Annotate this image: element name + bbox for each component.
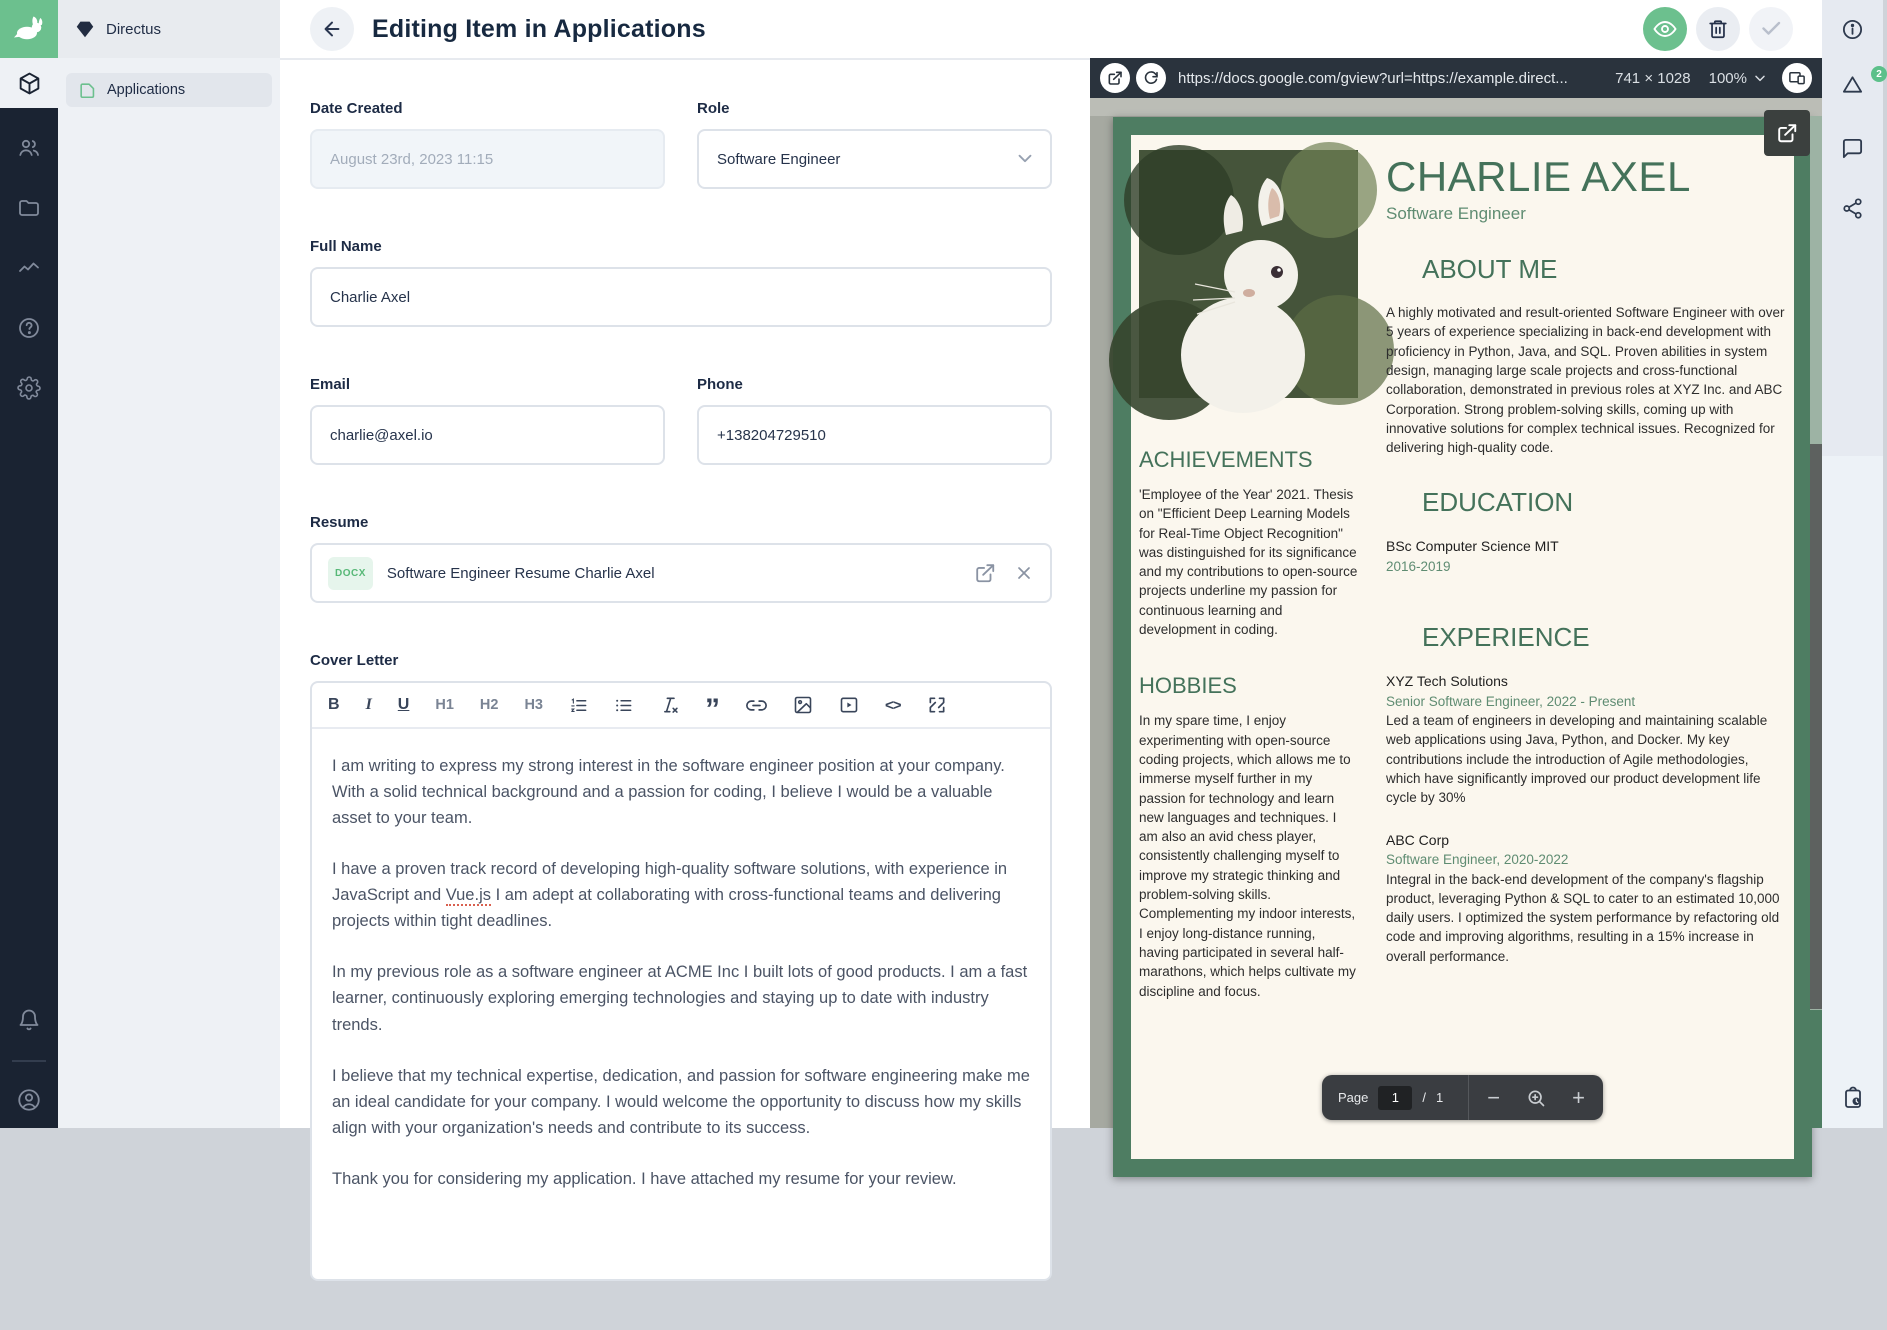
user-avatar-button[interactable] <box>0 1072 58 1128</box>
gear-icon <box>17 376 41 400</box>
role-select[interactable] <box>697 129 1052 189</box>
page-controls <box>1322 1075 1603 1120</box>
devices-icon <box>1788 69 1806 87</box>
rich-text-editor <box>310 681 1052 1281</box>
cover-letter-paragraph: Thank you for considering my application. I have attached my resume for your review. <box>332 1169 957 1188</box>
job-role-dates: Software Engineer, 2020-2022 <box>1386 851 1569 867</box>
cover-letter-paragraph: I believe that my technical expertise, dedication, and passion for software engineering make me an ideal candidate for your company. I would welcome the opportunity to discuss how my skills align with your organization's needs and contribute to its success. <box>332 1066 1030 1137</box>
preview-url[interactable]: https://docs.google.com/gview?url=https://example.direct... <box>1178 69 1568 87</box>
nav-item-label: Applications <box>107 82 186 98</box>
refresh-icon <box>1143 70 1159 86</box>
document-viewer <box>1090 98 1822 1128</box>
zoom-out-button[interactable]: − <box>1487 1084 1501 1110</box>
editor-toolbar <box>312 683 1050 729</box>
achievements-body: 'Employee of the Year' 2021. Thesis on "Efficient Deep Learning Models for Real-Time Object Recognition" was distinguished for its significance and my contributions to open-source projects underline my passion for continuous learning and development in coding. <box>1139 487 1358 638</box>
open-external-button[interactable] <box>1100 63 1130 93</box>
comment-icon <box>1841 137 1864 160</box>
scrollbar-thumb[interactable] <box>1810 444 1822 1009</box>
full-name-label: Full Name <box>310 238 382 255</box>
project-diamond-icon <box>74 18 96 40</box>
email-input[interactable] <box>310 405 665 465</box>
zoom-in-button[interactable]: + <box>1572 1084 1585 1110</box>
cover-letter-paragraph: In my previous role as a software engineer at ACME Inc I built lots of good products. I am a fast learner, continuously exploring emerging technologies and staying up to date with industry trends. <box>332 963 1028 1034</box>
resume-page <box>1131 135 1794 1159</box>
save-button[interactable] <box>1749 7 1793 51</box>
revisions-button[interactable] <box>1841 68 1882 96</box>
fullscreen-button[interactable] <box>927 695 947 715</box>
bold-button[interactable]: B <box>328 696 340 713</box>
resume-role: Software Engineer <box>1386 204 1526 224</box>
full-name-input[interactable] <box>310 267 1052 327</box>
underline-button[interactable]: U <box>397 696 410 713</box>
refresh-button[interactable] <box>1136 63 1166 93</box>
viewer-top-strip <box>1090 98 1822 116</box>
resume-name: CHARLIE AXEL <box>1386 153 1691 200</box>
revisions-icon <box>1841 73 1864 96</box>
item-edit-form <box>310 100 1052 1330</box>
cover-letter-body[interactable] <box>312 729 1050 1241</box>
users-icon <box>17 136 41 160</box>
h3-button[interactable]: H3 <box>524 696 543 713</box>
h1-button[interactable]: H1 <box>435 696 454 713</box>
resume-file-field[interactable] <box>310 543 1052 603</box>
scrollbar-track-end <box>1810 1010 1822 1128</box>
arrow-left-icon <box>321 18 343 40</box>
link-button[interactable] <box>746 695 767 716</box>
module-settings[interactable] <box>0 358 58 418</box>
cover-letter-label: Cover Letter <box>310 652 399 669</box>
email-label: Email <box>310 376 351 393</box>
preview-url-bar <box>1090 58 1822 98</box>
phone-label: Phone <box>697 376 743 393</box>
open-in-new-icon <box>1107 70 1123 86</box>
fullscreen-icon <box>927 695 947 715</box>
notifications-button[interactable] <box>0 990 58 1050</box>
back-button[interactable] <box>310 7 354 51</box>
bell-icon <box>17 1008 41 1032</box>
module-files[interactable] <box>0 178 58 238</box>
experience-title: EXPERIENCE <box>1422 622 1590 653</box>
close-icon <box>1014 563 1034 583</box>
responsive-mode-button[interactable] <box>1782 63 1812 93</box>
cover-letter-paragraph: I am writing to express my strong interest in the software engineer position at your company. With a solid technical background and a passion for coding, I believe I would be a valuable asset to your team. <box>332 757 1005 828</box>
comments-button[interactable] <box>1841 137 1864 160</box>
module-rail <box>0 0 58 1128</box>
clear-format-button[interactable] <box>659 695 679 715</box>
document-popout-button[interactable] <box>1764 110 1810 156</box>
resume-file-name: Software Engineer Resume Charlie Axel <box>386 564 655 582</box>
module-help[interactable] <box>0 298 58 358</box>
module-insights[interactable] <box>0 238 58 298</box>
misspelled-word: Vue.js <box>445 886 491 905</box>
delete-button[interactable] <box>1696 7 1740 51</box>
share-button[interactable] <box>1841 197 1864 220</box>
nav-item-applications[interactable] <box>66 73 272 107</box>
open-file-button[interactable] <box>974 562 996 584</box>
job-company: XYZ Tech Solutions <box>1386 673 1508 690</box>
file-preview-panel <box>1090 58 1822 1128</box>
date-created-label: Date Created <box>310 100 403 117</box>
zoom-select[interactable]: 100% <box>1709 70 1768 87</box>
header-divider <box>280 58 1090 60</box>
cube-icon <box>17 71 42 96</box>
directus-logo[interactable] <box>0 0 58 58</box>
job-body: Led a team of engineers in developing and maintaining scalable web applications using Java, Python, and Docker. My key contributions include the introduction of Agile methodologies, which have significantly improved our product development life cycle by 30% <box>1386 713 1768 806</box>
resume-label: Resume <box>310 514 369 531</box>
image-icon <box>793 695 813 715</box>
info-button[interactable] <box>1841 18 1864 41</box>
video-icon <box>839 695 859 715</box>
page-number-input[interactable]: 1 <box>1378 1086 1412 1110</box>
role-label: Role <box>697 100 730 117</box>
help-icon <box>17 316 41 340</box>
ordered-list-button[interactable] <box>569 696 588 715</box>
share-icon <box>1841 197 1864 220</box>
page-total: 1 <box>1436 1090 1444 1105</box>
project-name: Directus <box>106 20 162 38</box>
code-button[interactable]: <> <box>885 696 901 714</box>
experience-job <box>1386 830 1786 966</box>
open-in-new-icon <box>1776 122 1798 144</box>
about-body: A highly motivated and result-oriented Software Engineer with over 5 years of experience specializing in back-end development with proficiency in Python, Java, and SQL. Proven abilities in system design, managing large scale projects and cross-functional collaboration, demonstrated in previous roles at XYZ Inc. and ABC Corporation. Strong problem-solving skills, coming up with innovative solutions for complex technical issues. Recognized for delivering high-quality code. <box>1386 305 1785 456</box>
ordered-list-icon <box>569 696 588 715</box>
open-in-new-icon <box>974 562 996 584</box>
clipboard-clock-icon <box>1841 1086 1865 1110</box>
resume-document <box>1113 117 1812 1177</box>
header-bar <box>280 0 1822 60</box>
revisions-badge: 2 <box>1871 66 1887 82</box>
education-degree: BSc Computer Science MIT <box>1386 538 1559 555</box>
hobbies-title: HOBBIES <box>1139 673 1237 699</box>
project-header[interactable] <box>58 0 280 58</box>
job-company: ABC Corp <box>1386 831 1450 848</box>
file-type-badge: DOCX <box>328 557 373 590</box>
link-icon <box>746 695 767 716</box>
check-icon <box>1759 17 1783 41</box>
job-body: Integral in the back-end development of the company's flagship product, leveraging Python & SQL to cater to an estimated 10,000 daily users. I optimized the system performance by refactoring old code and improving algorithms, resulting in a 15% increase in overall performance. <box>1386 871 1780 964</box>
italic-button[interactable]: I <box>365 696 372 713</box>
about-title: ABOUT ME <box>1422 254 1558 285</box>
rabbit-logo-icon <box>12 12 46 46</box>
right-sidebar <box>1822 0 1883 1128</box>
date-created-field <box>310 129 665 189</box>
bullet-list-icon <box>614 696 633 715</box>
hobbies-body: In my spare time, I enjoy experimenting with open-source coding projects, which allows me to immerse myself further in my passion for technology and learn new languages and techniques. I am also an avid chess player, consistently challenging myself to improve my strategic thinking and problem-solving skills. Complementing my indoor interests, I enjoy long-distance running, having participated in several half-marathons, which helps cultivate my discipline and focus. <box>1139 713 1356 999</box>
preview-toggle-button[interactable] <box>1643 7 1687 51</box>
rail-divider <box>12 1060 46 1062</box>
page-label: Page <box>1338 1090 1369 1105</box>
bullet-list-button[interactable] <box>614 696 633 715</box>
chevron-down-icon <box>1752 70 1768 86</box>
insert-image-button[interactable] <box>793 695 813 715</box>
h2-button[interactable]: H2 <box>479 696 499 713</box>
job-role-dates: Senior Software Engineer, 2022 - Present <box>1386 693 1636 709</box>
phone-input[interactable] <box>697 405 1052 465</box>
page-separator: / <box>1422 1090 1426 1105</box>
insert-video-button[interactable] <box>839 695 859 715</box>
achievements-title: ACHIEVEMENTS <box>1139 447 1313 472</box>
blockquote-button[interactable]: ” <box>705 693 720 726</box>
clear-format-icon <box>659 695 679 715</box>
education-title: EDUCATION <box>1422 487 1574 518</box>
eye-icon <box>1653 17 1677 41</box>
trash-icon <box>1707 18 1729 40</box>
folder-icon <box>17 196 41 220</box>
avatar-icon <box>16 1087 42 1113</box>
rabbit-photo <box>1139 150 1358 398</box>
preview-dimensions: 741 × 1028 <box>1615 69 1691 87</box>
experience-job <box>1386 671 1786 807</box>
module-users[interactable] <box>0 118 58 178</box>
collection-nav <box>58 0 280 1128</box>
remove-file-button[interactable] <box>1014 563 1034 583</box>
magnifier-plus-icon <box>1526 1088 1546 1108</box>
module-content-active[interactable] <box>0 58 58 108</box>
info-icon <box>1841 18 1864 41</box>
cover-letter-paragraph: I have a proven track record of developing high-quality software solutions, with experience in JavaScript and Vue.js I am adept at collaborating with cross-functional teams and delivering projects within tight deadlines. <box>332 860 1008 931</box>
viewer-scrollbar[interactable] <box>1810 116 1822 1128</box>
education-years: 2016-2019 <box>1386 558 1451 574</box>
collection-icon <box>78 81 97 100</box>
page-title: Editing Item in Applications <box>372 15 706 43</box>
zoom-reset-button[interactable] <box>1526 1088 1546 1108</box>
clipboard-button[interactable] <box>1841 1086 1865 1110</box>
insights-icon <box>17 256 41 280</box>
